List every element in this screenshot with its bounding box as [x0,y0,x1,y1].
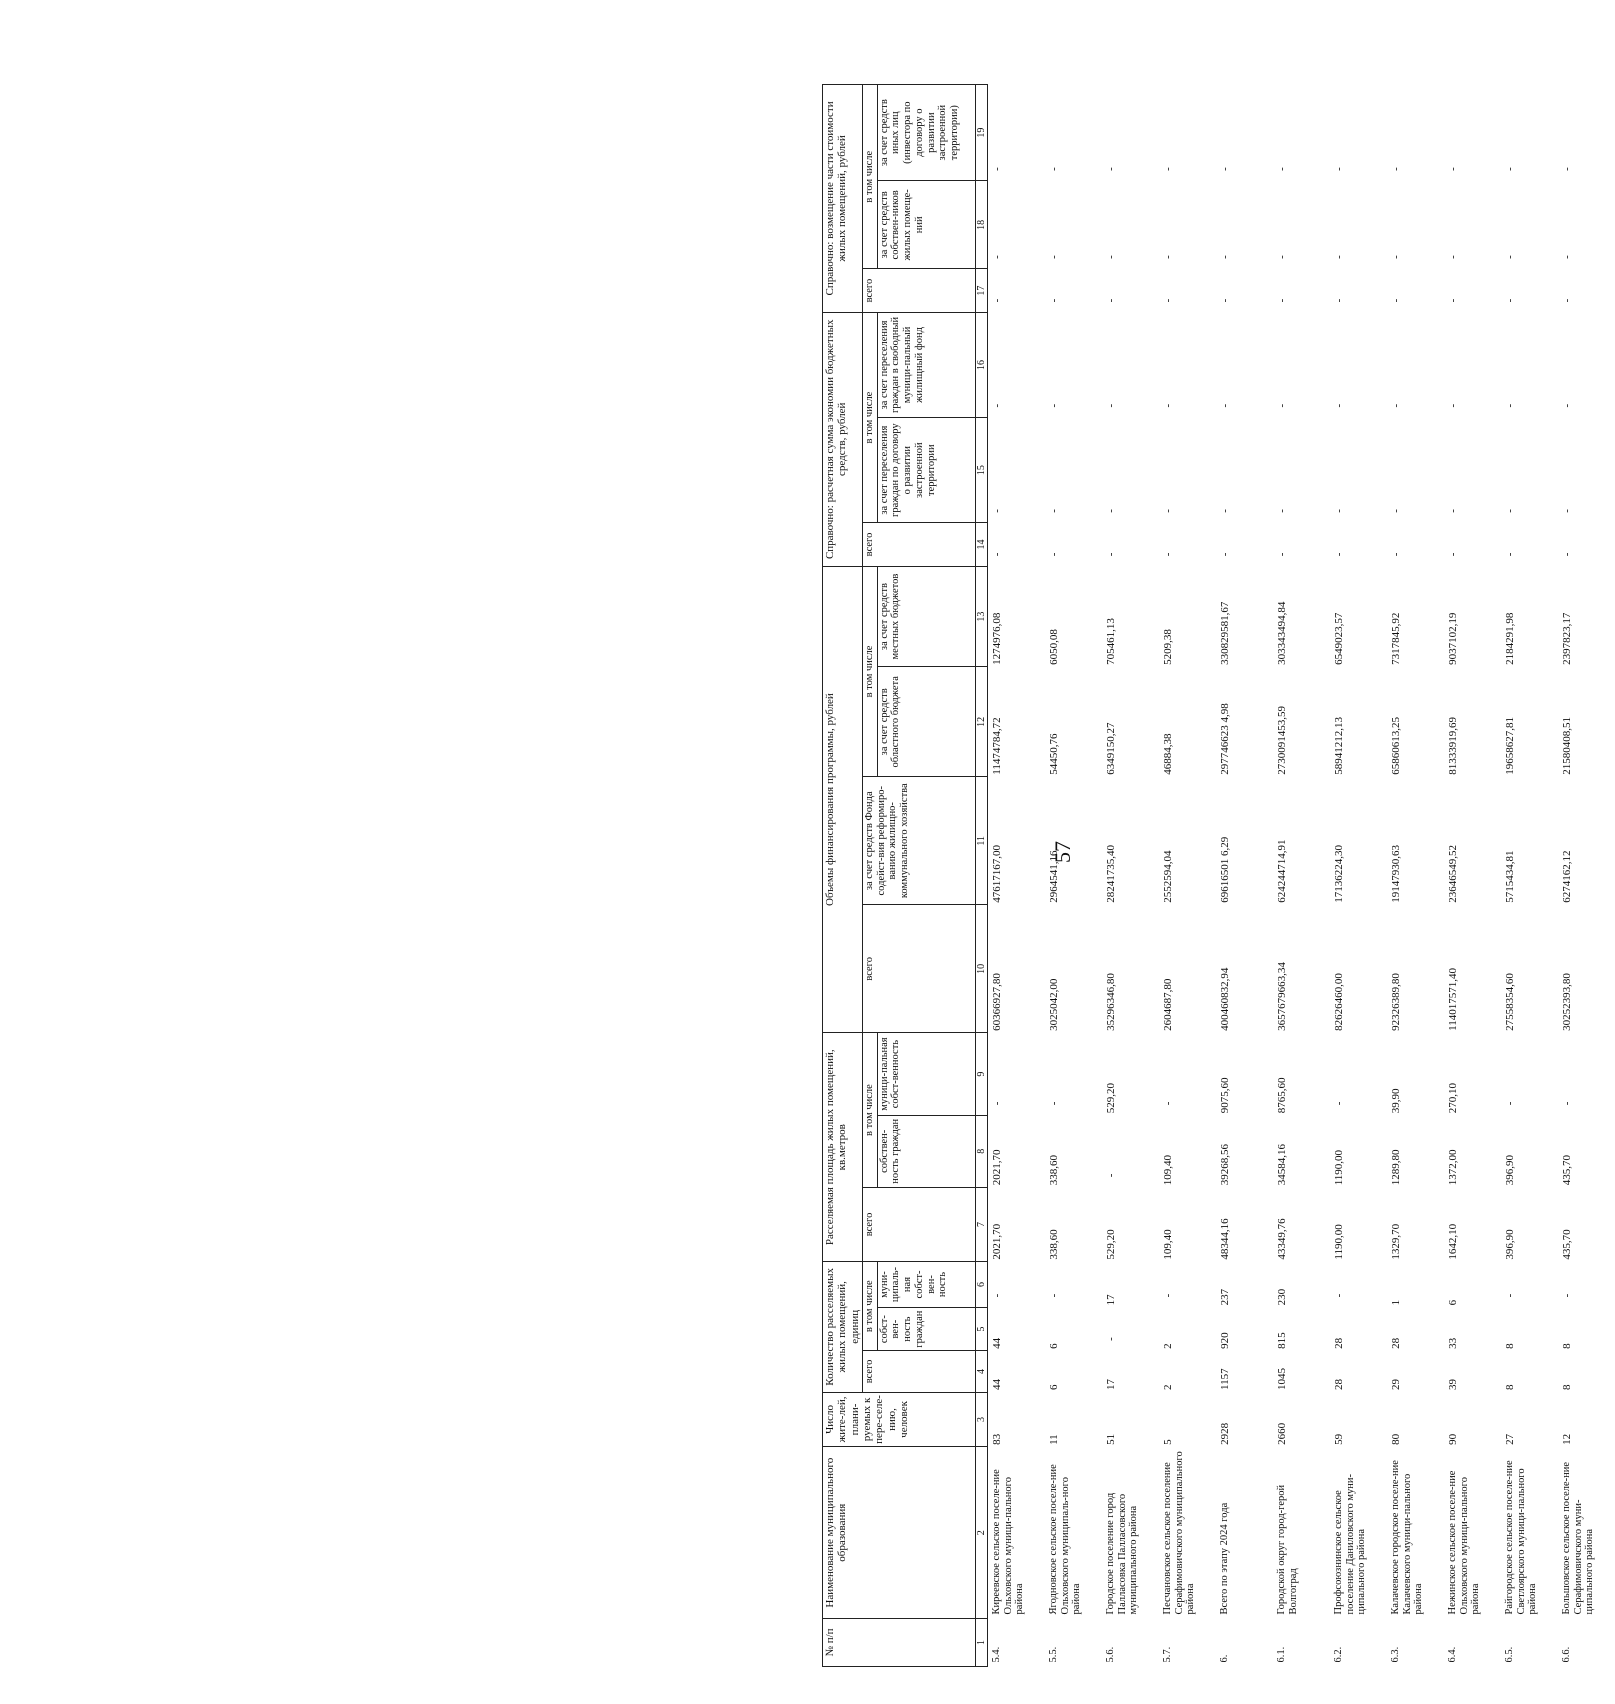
table-row [1501,85,1558,1667]
header-econ-free-fund: за счет переселения граждан в свободный муници-пальный жилищный фонд [877,312,975,417]
cell-c8: 34584,16 [1275,1144,1288,1186]
cell-c4: 8 [1503,1384,1516,1391]
cell-c6: 230 [1275,1288,1288,1306]
cell-c12: 6349150,27 [1104,722,1117,775]
column-number: 19 [975,85,987,181]
cell-c11: 6274162,12 [1560,850,1573,903]
cell-c6: - [1161,1293,1174,1298]
cell-c5: 28 [1389,1337,1402,1349]
cell-c5: 44 [990,1337,1003,1349]
cell-c6: - [1332,1293,1345,1298]
cell-c15: - [1104,509,1117,513]
cell-c10: 3657679663,34 [1275,962,1288,1031]
header-fin-incl: в том числе [862,566,877,776]
cell-c7: 109,40 [1161,1229,1174,1260]
column-number: 7 [975,1187,987,1261]
cell-c12: 65860613,25 [1389,716,1402,775]
cell-c16: - [1218,403,1231,408]
row-number: 6. [1218,1654,1230,1663]
cell-c3: 12 [1560,1433,1573,1445]
cell-c3: 80 [1389,1433,1402,1445]
table-row [1159,85,1216,1667]
cell-c7: 435,70 [1560,1229,1573,1260]
header-name: Наименование муниципального образования [823,1447,976,1619]
cell-c3: 5 [1161,1439,1174,1445]
cell-c8: 396,90 [1503,1155,1516,1186]
cell-c4: 28 [1332,1379,1345,1391]
cell-c14: - [1104,552,1117,557]
table-body [987,85,1615,1667]
cell-c13: 9037102,19 [1446,612,1459,665]
cell-c10: 400460832,94 [1218,967,1231,1031]
row-number: 5.6. [1104,1646,1116,1663]
column-number: 3 [975,1392,987,1447]
cell-c14: - [1503,552,1516,557]
cell-c9: - [1560,1101,1573,1106]
cell-c14: - [1161,552,1174,557]
cell-c15: - [1218,509,1231,513]
cell-c6: - [1503,1293,1516,1298]
cell-c12: 11474784,72 [990,717,1003,775]
header-fin-regional: за счет средств областного бюджета [877,667,975,777]
cell-c4: 2 [1161,1384,1174,1391]
column-number: 15 [975,418,987,523]
cell-c9: 8765,60 [1275,1077,1288,1114]
table-row [1330,85,1387,1667]
cell-c11: 624244714,91 [1275,839,1288,903]
cell-c19: - [1560,167,1573,171]
row-number: 6.5. [1503,1646,1515,1663]
cell-c14: - [1047,552,1060,557]
row-number: 5.5. [1047,1646,1059,1663]
cell-c4: 1045 [1275,1368,1288,1391]
header-units-group: Количество расселяемых жилых помещений, единиц [823,1262,863,1392]
municipality-name: Песчановское сельское поселение Серафимовичского муниципального района [1161,1451,1197,1615]
cell-c14: - [1332,552,1345,557]
row-number: 6.4. [1446,1646,1458,1663]
cell-c18: - [1275,255,1288,259]
cell-c6: 1 [1389,1299,1402,1306]
column-number: 18 [975,181,987,269]
table-row [1216,85,1273,1667]
cell-c19: - [1332,167,1345,171]
cell-c19: - [1161,167,1174,171]
cell-c6: - [990,1293,1003,1298]
municipality-name: Городской округ город-герой Волгоград [1275,1484,1299,1615]
cell-c3: 2660 [1275,1422,1288,1445]
row-number: 6.3. [1389,1646,1401,1663]
header-compensation-group: Справочно: возмещение части стоимости жилых помещений, рублей [823,85,863,313]
municipality-name: Ягодновское сельское поселе-ние Ольховского муниципаль-ного района [1047,1464,1083,1615]
cell-c11: 17136224,30 [1332,845,1345,903]
cell-c6: 6 [1446,1299,1459,1306]
header-units-incl: в том числе [862,1262,877,1351]
table-row [1558,85,1615,1667]
municipality-name: Киреевское сельское поселе-ние Ольховского муници-пального района [990,1469,1026,1615]
row-number: 5.7. [1161,1646,1173,1663]
municipality-name: Калачевское городское поселе-ние Калачевского муници-пального района [1389,1460,1425,1615]
header-units-total: всего [862,1351,975,1392]
cell-c17: - [1332,298,1345,303]
cell-c3: 2928 [1218,1422,1231,1445]
cell-c15: - [1560,509,1573,513]
cell-c3: 59 [1332,1433,1345,1445]
cell-c11: 2552594,04 [1161,850,1174,903]
cell-c19: - [1275,167,1288,171]
cell-c13: 2184291,98 [1503,612,1516,665]
cell-c8: 1289,80 [1389,1149,1402,1186]
header-comp-incl: в том числе [862,85,877,269]
cell-c8: 39268,56 [1218,1144,1231,1186]
column-number: 4 [975,1351,987,1392]
row-number: 6.6. [1560,1646,1572,1663]
cell-c10: 92326389,80 [1389,973,1402,1031]
cell-c9: - [1047,1101,1060,1106]
municipality-name: Всего по этапу 2024 года [1218,1502,1230,1615]
cell-c15: - [1047,509,1060,513]
cell-c7: 1642,10 [1446,1223,1459,1260]
cell-c7: 529,20 [1104,1229,1117,1260]
cell-c10: 30252393,80 [1560,973,1573,1031]
header-econ-incl: в том числе [862,312,877,522]
cell-c14: - [1218,552,1231,557]
cell-c13: 330829581,67 [1218,601,1231,665]
cell-c17: - [1503,298,1516,303]
cell-c10: 114017571,40 [1446,968,1459,1031]
cell-c3: 83 [990,1433,1003,1445]
table-header [823,85,988,1667]
municipality-name: Большовское сельское поселе-ние Серафимовичского муни-ципального района [1560,1461,1596,1615]
cell-c6: 237 [1218,1288,1231,1306]
cell-c7: 338,60 [1047,1229,1060,1260]
cell-c3: 90 [1446,1433,1459,1445]
cell-c14: - [990,552,1003,557]
cell-c17: - [1104,298,1117,303]
row-number: 6.2. [1332,1646,1344,1663]
header-area-group: Расселяемая площадь жилых помещений, кв.метров [823,1033,863,1262]
column-number: 13 [975,566,987,667]
header-area-total: всего [862,1187,975,1261]
cell-c9: - [1332,1101,1345,1106]
column-number: 16 [975,312,987,417]
cell-c12: 54450,76 [1047,733,1060,775]
cell-c8: 109,40 [1161,1155,1174,1186]
cell-c18: - [1104,255,1117,259]
cell-c9: 39,90 [1389,1088,1402,1114]
cell-c16: - [1560,403,1573,408]
cell-c7: 396,90 [1503,1229,1516,1260]
cell-c18: - [1332,255,1345,259]
cell-c11: 5715434,81 [1503,850,1516,903]
municipality-name: Нежинское сельское поселе-ние Ольховского муници-пального района [1446,1470,1482,1615]
row-number: 5.4. [990,1646,1002,1663]
cell-c10: 82626460,00 [1332,973,1345,1031]
column-number: 9 [975,1033,987,1115]
cell-c18: - [1218,255,1231,259]
table-row [1045,85,1102,1667]
municipality-name: Райгородское сельское поселе-ние Светлоярского муници-пального района [1503,1460,1539,1615]
cell-c6: 17 [1104,1294,1117,1306]
cell-c4: 6 [1047,1384,1060,1391]
cell-c6: - [1047,1293,1060,1298]
cell-c14: - [1560,552,1573,557]
cell-c13: 705461,13 [1104,618,1117,665]
header-num: № п/п [823,1618,976,1666]
cell-c12: 81333919,69 [1446,716,1459,775]
cell-c19: - [1446,167,1459,171]
header-area-citizens: собствен-ность граждан [877,1115,975,1187]
program-table [822,84,1615,1667]
cell-c16: - [1332,403,1345,408]
cell-c6: - [1560,1293,1573,1298]
cell-c19: - [1104,167,1117,171]
column-number: 1 [975,1618,987,1666]
header-economy-group: Справочно: расчетная сумма экономии бюджетных средств, рублей [823,312,863,566]
cell-c17: - [1218,298,1231,303]
cell-c4: 1157 [1218,1368,1231,1391]
cell-c18: - [1161,255,1174,259]
cell-c5: 920 [1218,1332,1231,1349]
column-number: 11 [975,777,987,905]
cell-c3: 11 [1047,1434,1060,1445]
page-number: 57 [1050,841,1075,863]
cell-c4: 29 [1389,1379,1402,1391]
cell-c18: - [1503,255,1516,259]
header-comp-investor: за счет средств иных лиц (инвестора по договору о развитии застроенной территории) [877,85,975,181]
cell-c16: - [990,403,1003,408]
header-area-incl: в том числе [862,1033,877,1187]
cell-c7: 43349,76 [1275,1218,1288,1260]
cell-c8: - [1104,1173,1117,1178]
cell-c8: 435,70 [1560,1155,1573,1186]
column-number: 8 [975,1115,987,1187]
municipality-name: Городское поселение город Палласовка Палласовского муниципального района [1104,1492,1140,1615]
cell-c14: - [1446,552,1459,557]
cell-c18: - [1389,255,1402,259]
cell-c11: 69616501 6,29 [1218,836,1231,903]
cell-c7: 2021,70 [990,1223,1003,1260]
cell-c10: 27558354,60 [1503,973,1516,1031]
cell-c15: - [990,509,1003,513]
cell-c16: - [1161,403,1174,408]
cell-c19: - [990,167,1003,171]
cell-c15: - [1389,509,1402,513]
cell-c15: - [1503,509,1516,513]
cell-c3: 51 [1104,1433,1117,1445]
cell-c11: 28241735,40 [1104,845,1117,903]
cell-c3: 27 [1503,1433,1516,1445]
column-number: 6 [975,1262,987,1308]
cell-c12: 19658627,81 [1503,716,1516,775]
header-comp-total: всего [862,269,975,312]
header-econ-total: всего [862,523,975,566]
cell-c19: - [1389,167,1402,171]
cell-c17: - [1560,298,1573,303]
cell-c5: 2 [1161,1343,1174,1349]
cell-c14: - [1275,552,1288,557]
cell-c15: - [1161,509,1174,513]
cell-c18: - [1446,255,1459,259]
cell-c15: - [1332,509,1345,513]
row-number: 6.1. [1275,1646,1287,1663]
cell-c19: - [1047,167,1060,171]
cell-c8: 1372,00 [1446,1149,1459,1186]
cell-c17: - [1161,298,1174,303]
cell-c5: 33 [1446,1337,1459,1349]
cell-c9: 529,20 [1104,1083,1117,1114]
table-row [987,85,1045,1667]
cell-c17: - [1446,298,1459,303]
cell-c13: 6050,08 [1047,629,1060,665]
cell-c10: 2604687,80 [1161,978,1174,1031]
header-units-citizens: собст-вен-ность граждан [877,1307,975,1350]
cell-c9: - [1161,1101,1174,1106]
table-row [1444,85,1501,1667]
column-number: 5 [975,1307,987,1350]
column-number: 12 [975,667,987,777]
cell-c16: - [1389,403,1402,408]
cell-c11: 23646549,52 [1446,845,1459,903]
cell-c17: - [1389,298,1402,303]
municipality-name: Профсоюзнинское сельское поселение Даниловского муни-ципального района [1332,1473,1368,1615]
cell-c15: - [1446,509,1459,513]
header-fin-local: за счет средств местных бюджетов [877,566,975,667]
table-row [1102,85,1159,1667]
cell-c17: - [990,298,1003,303]
cell-c18: - [1560,255,1573,259]
cell-c17: - [1047,298,1060,303]
cell-c16: - [1446,403,1459,408]
cell-c10: 35296346,80 [1104,973,1117,1031]
cell-c5: 6 [1047,1343,1060,1349]
header-units-municipal: муни-ципаль-ная собст-вен-ность [877,1262,975,1308]
cell-c16: - [1047,403,1060,408]
cell-c13: 7317845,92 [1389,612,1402,665]
cell-c19: - [1503,167,1516,171]
table-row [1273,85,1330,1667]
cell-c16: - [1104,403,1117,408]
cell-c5: 8 [1503,1343,1516,1349]
column-number: 17 [975,269,987,312]
cell-c17: - [1275,298,1288,303]
cell-c12: 297746623 4,98 [1218,703,1231,775]
header-area-municipal: муници-пальная собст-венность [877,1033,975,1115]
header-comp-owners: за счет средств собствен-ников жилых помеще-ний [877,181,975,269]
cell-c4: 39 [1446,1379,1459,1391]
cell-c10: 60366927,80 [990,973,1003,1031]
cell-c4: 17 [1104,1379,1117,1391]
header-fin-total: всего [862,905,975,1033]
column-number: 10 [975,905,987,1033]
cell-c5: 815 [1275,1332,1288,1349]
cell-c8: 1190,00 [1332,1149,1345,1186]
cell-c13: 303343494,84 [1275,601,1288,665]
header-econ-contract: за счет переселения граждан по договору о развитии застроенной территории [877,418,975,523]
header-fin-fund: за счет средств Фонда содейст-вия реформиро-ванию жилищно-коммунального хозяйства [862,777,975,905]
column-number: 14 [975,523,987,566]
cell-c9: - [990,1101,1003,1106]
header-residents: Число жите-лей, плани-руемых к пере-селе-нию, человек [823,1392,976,1447]
cell-c4: 8 [1560,1384,1573,1391]
cell-c7: 1329,70 [1389,1223,1402,1260]
cell-c9: - [1503,1101,1516,1106]
cell-c11: 19147930,63 [1389,845,1402,903]
cell-c7: 48344,16 [1218,1218,1231,1260]
cell-c14: - [1389,552,1402,557]
cell-c10: 3025042,00 [1047,978,1060,1031]
cell-c15: - [1275,509,1288,513]
cell-c12: 21580408,51 [1560,716,1573,775]
header-financing-group: Объемы финансирования программы, рублей [823,566,863,1033]
cell-c16: - [1275,403,1288,408]
cell-c13: 5209,38 [1161,629,1174,665]
column-number: 2 [975,1447,987,1619]
cell-c11: 47617167,00 [990,845,1003,903]
cell-c8: 2021,70 [990,1149,1003,1186]
cell-c13: 6549023,57 [1332,612,1345,665]
column-number-row [975,85,987,1667]
cell-c8: 338,60 [1047,1155,1060,1186]
cell-c18: - [1047,255,1060,259]
cell-c4: 44 [990,1379,1003,1391]
cell-c19: - [1218,167,1231,171]
cell-c5: - [1104,1337,1117,1341]
cell-c12: 2730091453,59 [1275,705,1288,775]
cell-c9: 9075,60 [1218,1077,1231,1114]
table-row [1387,85,1444,1667]
cell-c12: 58941212,13 [1332,716,1345,775]
cell-c18: - [990,255,1003,259]
cell-c13: 2397823,17 [1560,612,1573,665]
cell-c13: 1274976,08 [990,612,1003,665]
cell-c5: 28 [1332,1337,1345,1349]
cell-c16: - [1503,403,1516,408]
cell-c12: 46884,38 [1161,733,1174,775]
cell-c11: 2964541,16 [1047,850,1060,903]
cell-c5: 8 [1560,1343,1573,1349]
cell-c9: 270,10 [1446,1083,1459,1114]
cell-c7: 1190,00 [1332,1224,1345,1260]
